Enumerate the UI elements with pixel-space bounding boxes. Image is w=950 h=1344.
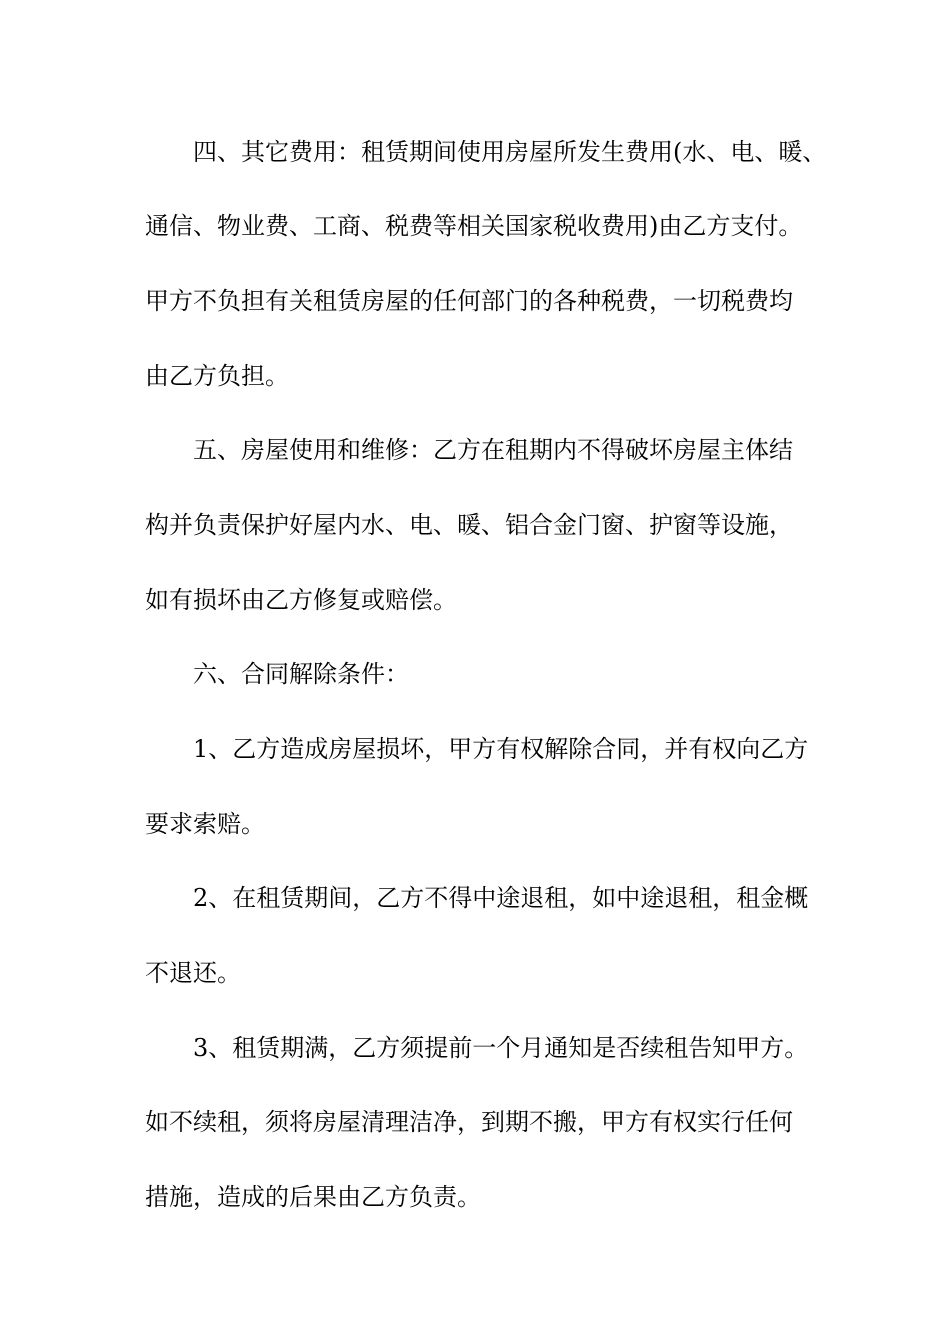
clause-6-item-1-line-1: 1、乙方造成房屋损坏，甲方有权解除合同，并有权向乙方 [193,735,809,763]
clause-4-line-1: 四、其它费用：租赁期间使用房屋所发生费用(水、电、暖、 [193,138,827,166]
clause-5-line-1: 五、房屋使用和维修：乙方在租期内不得破坏房屋主体结 [193,436,793,464]
clause-4-line-2: 通信、物业费、工商、税费等相关国家税收费用)由乙方支付。 [145,212,803,240]
clause-5-line-2: 构并负责保护好屋内水、电、暖、铝合金门窗、护窗等设施， [145,511,793,539]
clause-5-line-3: 如有损坏由乙方修复或赔偿。 [145,586,457,614]
clause-6-heading: 六、合同解除条件： [193,660,409,688]
clause-6-item-3-line-1: 3、租赁期满，乙方须提前一个月通知是否续租告知甲方。 [193,1034,809,1062]
clause-6-item-3-line-2: 如不续租，须将房屋清理洁净，到期不搬，甲方有权实行任何 [145,1108,793,1136]
clause-6-item-2-line-1: 2、在租赁期间，乙方不得中途退租，如中途退租，租金概 [193,884,809,912]
clause-6-item-2-line-2: 不退还。 [145,959,241,987]
clause-4-line-4: 由乙方负担。 [145,362,289,390]
clause-6-item-3-line-3: 措施，造成的后果由乙方负责。 [145,1183,481,1211]
clause-6-item-1-line-2: 要求索赔。 [145,810,265,838]
clause-4-line-3: 甲方不负担有关租赁房屋的任何部门的各种税费，一切税费均 [145,287,793,315]
